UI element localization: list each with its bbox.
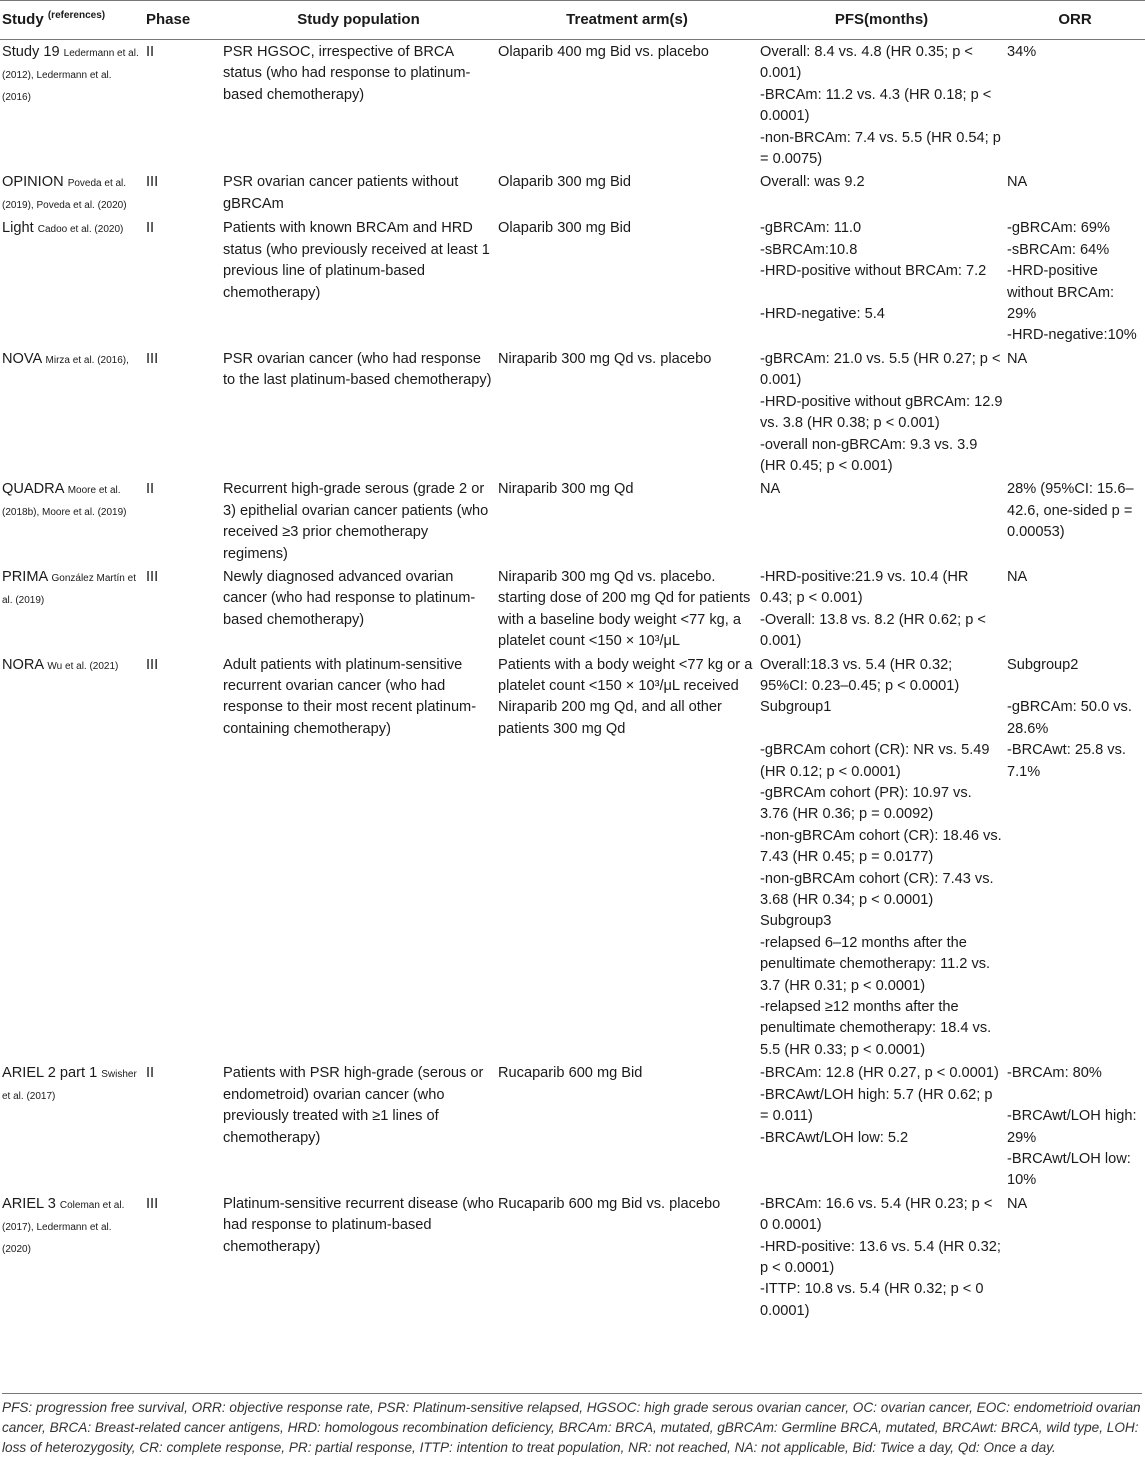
pfs-line: -BRCAm: 11.2 vs. 4.3 (HR 0.18; p < 0.0001)	[760, 86, 992, 125]
treatment-cell: Niraparib 300 mg Qd	[498, 481, 634, 498]
study-reference: Ledermann et al. (2012), Ledermann et al. (2016)	[2, 48, 139, 103]
study-cell	[0, 347, 144, 477]
pfs-line: -relapsed ≥12 months after the penultimate chemotherapy: 18.4 vs. 5.5 (HR 0.33; p < 0.0001)	[760, 999, 992, 1058]
study-reference: Wu et al. (2021)	[47, 660, 119, 672]
population-cell: PSR HGSOC, irrespective of BRCA status (who had response to platinum-based chemotherapy)	[223, 44, 471, 103]
phase-cell: III	[146, 656, 159, 673]
phase-cell: II	[146, 220, 155, 237]
pfs-cell	[758, 1061, 1005, 1191]
pfs-line: -relapsed 6–12 months after the penultimate chemotherapy: 11.2 vs. 3.7 (HR 0.31; p < 0.0001)	[760, 934, 991, 994]
orr-cell	[1005, 216, 1145, 346]
table-row	[0, 216, 1145, 346]
orr-line: NA	[1007, 568, 1028, 585]
phase-cell: III	[146, 568, 159, 585]
pfs-line: -Overall: 13.8 vs. 8.2 (HR 0.62; p < 0.001)	[760, 611, 986, 650]
study-reference: González Martín et al. (2019)	[2, 572, 136, 606]
orr-cell	[1005, 40, 1145, 171]
study-name: Study 19	[2, 44, 60, 60]
table-row	[0, 565, 1145, 653]
study-cell	[0, 653, 144, 1062]
pfs-line: -gBRCAm: 11.0	[760, 220, 862, 237]
pfs-line: -non-BRCAm: 7.4 vs. 5.5 (HR 0.54; p = 0.0075)	[760, 129, 1001, 168]
pfs-cell	[758, 653, 1005, 1062]
pfs-line: -non-gBRCAm cohort (CR): 18.46 vs. 7.43 (HR 0.45; p = 0.0177)	[760, 827, 1002, 866]
study-name: PRIMA	[2, 568, 48, 585]
orr-line: Subgroup2	[1007, 656, 1079, 673]
header-phase: Phase	[144, 1, 221, 40]
study-cell	[0, 1061, 144, 1191]
orr-cell	[1005, 653, 1145, 1062]
treatment-cell: Olaparib 300 mg Bid	[498, 220, 632, 237]
pfs-cell	[758, 170, 1005, 216]
phase-cell: II	[146, 44, 155, 60]
pfs-line: -HRD-positive without gBRCAm: 12.9 vs. 3.8 (HR 0.38; p < 0.001)	[760, 393, 1003, 432]
pfs-line: -BRCAm: 12.8 (HR 0.27, p < 0.0001)	[760, 1065, 999, 1082]
orr-cell	[1005, 1061, 1145, 1191]
pfs-line: Overall:18.3 vs. 5.4 (HR 0.32; 95%CI: 0.23–0.45; p < 0.0001)	[760, 656, 960, 694]
treatment-cell: Patients with a body weight <77 kg or a platelet count <150 × 10³/μL received Niraparib 200 mg Qd, and all other patients 300 mg Qd	[498, 656, 753, 737]
pfs-line: -sBRCAm:10.8	[760, 241, 858, 258]
pfs-cell	[758, 216, 1005, 346]
treatment-cell: Olaparib 300 mg Bid	[498, 174, 632, 191]
orr-line: NA	[1007, 174, 1028, 191]
study-name: Light	[2, 220, 34, 237]
study-name: ARIEL 2 part 1	[2, 1065, 98, 1082]
phase-cell: III	[146, 1195, 159, 1212]
header-pfs: PFS(months)	[758, 1, 1005, 40]
study-cell	[0, 216, 144, 346]
pfs-line: -BRCAwt/LOH high: 5.7 (HR 0.62; p = 0.011)	[760, 1086, 993, 1125]
pfs-cell	[758, 347, 1005, 477]
pfs-line: Overall: 8.4 vs. 4.8 (HR 0.35; p < 0.001)	[760, 44, 973, 82]
study-reference: Coleman et al. (2017), Ledermann et al. (2020)	[2, 1199, 125, 1255]
study-cell	[0, 170, 144, 216]
pfs-line: -non-gBRCAm cohort (CR): 7.43 vs. 3.68 (HR 0.34; p < 0.0001)	[760, 870, 994, 909]
pfs-cell	[758, 40, 1005, 171]
orr-line: -BRCAm: 80%	[1007, 1065, 1102, 1082]
pfs-line: Overall: was 9.2	[760, 174, 865, 191]
population-cell: Recurrent high-grade serous (grade 2 or 3) epithelial ovarian cancer patients (who received ≥3 prior chemotherapy regimens)	[223, 481, 489, 562]
study-name: NOVA	[2, 350, 42, 367]
header-orr: ORR	[1005, 1, 1145, 40]
table-row	[0, 1061, 1145, 1191]
pfs-line: -gBRCAm cohort (PR): 10.97 vs. 3.76 (HR 0.36; p = 0.0092)	[760, 785, 972, 823]
treatment-cell: Rucaparib 600 mg Bid vs. placebo	[498, 1195, 721, 1212]
orr-line: -gBRCAm: 50.0 vs. 28.6%	[1007, 699, 1132, 737]
orr-line: -BRCAwt/LOH high: 29%	[1007, 1108, 1137, 1146]
study-name: NORA	[2, 656, 44, 673]
orr-line: -gBRCAm: 69%	[1007, 220, 1110, 237]
pfs-line	[760, 719, 1003, 740]
table-row	[0, 653, 1145, 1062]
orr-line: -BRCAwt: 25.8 vs. 7.1%	[1007, 742, 1126, 780]
phase-cell: II	[146, 481, 155, 498]
orr-line: -BRCAwt/LOH low: 10%	[1007, 1150, 1131, 1189]
pfs-line: Subgroup1	[760, 699, 832, 716]
study-reference: Moore et al. (2018b), Moore et al. (2019)	[2, 485, 127, 519]
pfs-cell	[758, 1192, 1005, 1322]
study-cell	[0, 477, 144, 565]
orr-line: 28% (95%CI: 15.6–42.6, one-sided p = 0.00053)	[1007, 481, 1134, 541]
population-cell: PSR ovarian cancer (who had response to the last platinum-based chemotherapy)	[223, 350, 492, 389]
orr-line: -HRD-positive without BRCAm: 29%	[1007, 263, 1115, 323]
phase-cell: II	[146, 1065, 155, 1082]
header-population: Study population	[221, 1, 496, 40]
pfs-line: -BRCAwt/LOH low: 5.2	[760, 1129, 909, 1146]
study-cell	[0, 40, 144, 171]
phase-cell: III	[146, 174, 159, 191]
table-row	[0, 347, 1145, 477]
study-reference: Mirza et al. (2016),	[45, 354, 129, 366]
population-cell: Newly diagnosed advanced ovarian cancer (who had response to platinum-based chemotherapy)	[223, 568, 476, 628]
orr-cell	[1005, 347, 1145, 477]
table-header-row	[0, 1, 1145, 40]
pfs-cell	[758, 565, 1005, 653]
table-row	[0, 40, 1145, 171]
table-row	[0, 1192, 1145, 1322]
pfs-line: -BRCAm: 16.6 vs. 5.4 (HR 0.23; p < 0 0.0001)	[760, 1195, 993, 1234]
header-study: Study $^{(references)}$	[0, 1, 144, 40]
orr-line: NA	[1007, 350, 1028, 367]
table-row	[0, 170, 1145, 216]
population-cell: PSR ovarian cancer patients without gBRCAm	[223, 174, 459, 212]
study-cell	[0, 1192, 144, 1322]
pfs-line	[760, 283, 1003, 304]
orr-line: NA	[1007, 1195, 1028, 1212]
study-cell	[0, 565, 144, 653]
pfs-line: -HRD-positive: 13.6 vs. 5.4 (HR 0.32; p < 0.0001)	[760, 1238, 1001, 1276]
orr-line: -sBRCAm: 64%	[1007, 241, 1110, 258]
population-cell: Patients with known BRCAm and HRD status (who previously received at least 1 previous line of platinum-based chemotherapy)	[223, 220, 490, 301]
study-reference: Poveda et al. (2019), Poveda et al. (2020)	[2, 178, 127, 212]
pfs-line: -overall non-gBRCAm: 9.3 vs. 3.9 (HR 0.45; p < 0.001)	[760, 436, 978, 474]
pfs-line: -gBRCAm cohort (CR): NR vs. 5.49 (HR 0.12; p < 0.0001)	[760, 742, 990, 780]
header-treatment: Treatment arm(s)	[496, 1, 758, 40]
pfs-line: -ITTP: 10.8 vs. 5.4 (HR 0.32; p < 0 0.0001)	[760, 1281, 984, 1319]
treatment-cell: Rucaparib 600 mg Bid	[498, 1065, 643, 1082]
population-cell: Adult patients with platinum-sensitive recurrent ovarian cancer (who had response to their most recent platinum-containing chemotherapy)	[223, 656, 477, 737]
pfs-line: -HRD-positive:21.9 vs. 10.4 (HR 0.43; p < 0.001)	[760, 568, 969, 607]
orr-cell	[1005, 170, 1145, 216]
orr-line: 34%	[1007, 44, 1037, 60]
pfs-line: Subgroup3	[760, 913, 832, 930]
orr-cell	[1005, 477, 1145, 565]
population-cell: Platinum-sensitive recurrent disease (who had response to platinum-based chemotherapy)	[223, 1195, 494, 1255]
pfs-line: NA	[760, 481, 781, 498]
orr-line: -HRD-negative:10%	[1007, 327, 1137, 344]
table-row	[0, 477, 1145, 565]
study-reference: Cadoo et al. (2020)	[37, 224, 124, 236]
phase-cell: III	[146, 350, 159, 367]
orr-cell	[1005, 565, 1145, 653]
study-reference: Swisher et al. (2017)	[2, 1069, 137, 1103]
study-name: OPINION	[2, 174, 64, 191]
orr-line	[1007, 676, 1143, 697]
treatment-cell: Niraparib 300 mg Qd vs. placebo. starting dose of 200 mg Qd for patients with a baseline body weight <77 kg, a platelet count <150 × 10³/μL	[498, 568, 751, 650]
pfs-line: -HRD-positive without BRCAm: 7.2	[760, 263, 987, 280]
study-name: QUADRA	[2, 481, 64, 498]
study-name: ARIEL 3	[2, 1195, 56, 1212]
orr-cell	[1005, 1192, 1145, 1322]
pfs-line: -HRD-negative: 5.4	[760, 306, 885, 323]
population-cell: Patients with PSR high-grade (serous or endometroid) ovarian cancer (who previously treated with ≥1 lines of chemotherapy)	[223, 1065, 484, 1146]
table-body	[0, 40, 1145, 1323]
table-footnote: PFS: progression free survival, ORR: objective response rate, PSR: Platinum-sensitive relapsed, HGSOC: high grade serous ovarian cancer, OC: ovarian cancer, EOC: endometrioid ovarian cancer, BRCA: Breast-related cancer antigens, HRD: homologous recombination deficiency, BRCAm: BRCA, mutated, gBRCAm: Germline BRCA, mutated, BRCAwt: BRCA, wild type, LOH: loss of heterozygosity, CR: complete response, PR: partial response, ITTP: intention to treat population, NR: not reached, NA: not applicable, Bid: Twice a day, Qd: Once a day.	[2, 1393, 1142, 1458]
pfs-cell	[758, 477, 1005, 565]
orr-line	[1007, 1085, 1143, 1106]
treatment-cell: Olaparib 400 mg Bid vs. placebo	[498, 44, 709, 60]
treatment-cell: Niraparib 300 mg Qd vs. placebo	[498, 350, 712, 367]
pfs-line: -gBRCAm: 21.0 vs. 5.5 (HR 0.27; p < 0.001)	[760, 350, 1001, 389]
